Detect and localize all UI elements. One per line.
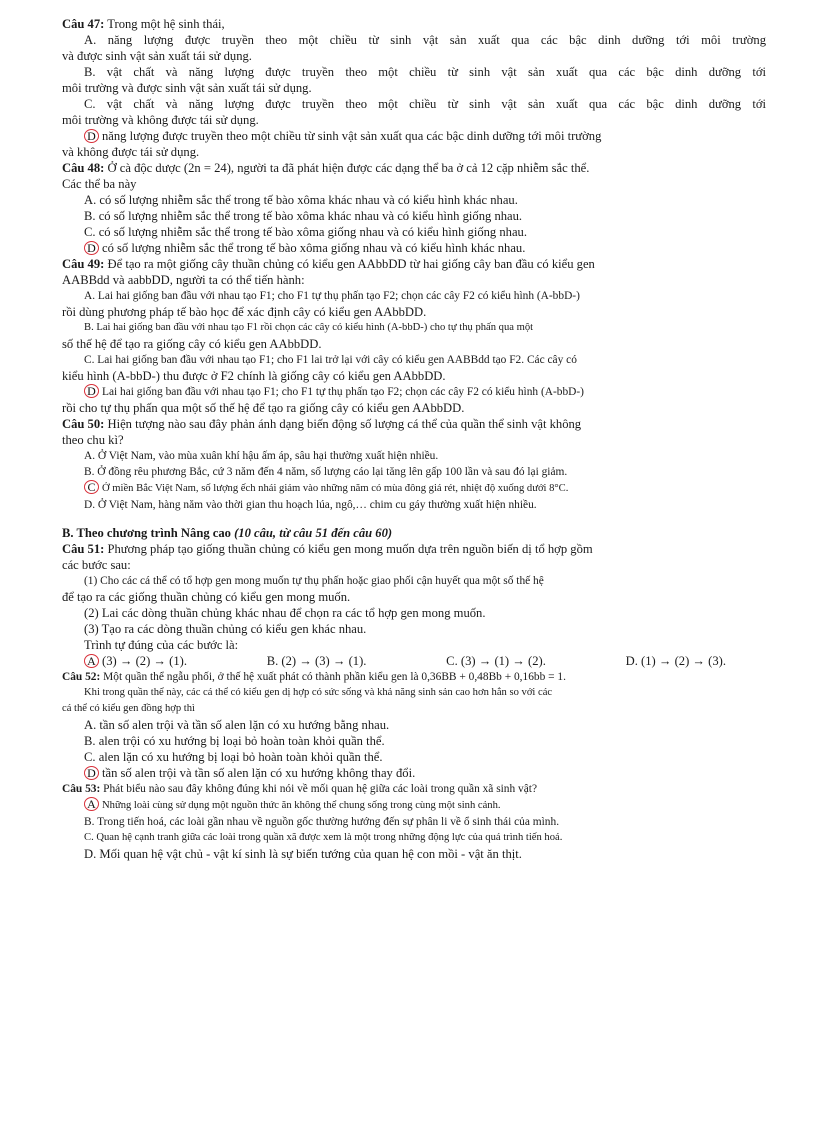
question-stem: Phát biểu nào sau đây không đúng khi nói về mối quan hệ giữa các loài trong quần xã sinh vật? [103, 783, 538, 795]
option-b: B. alen trội có xu hướng bị loại bỏ hoàn toàn khỏi quần thể. [84, 734, 385, 748]
question-51 [62, 541, 766, 669]
question-stem: Để tạo ra một giống cây thuần chủng có kiểu gen AAbbDD từ hai giống cây ban đầu có kiểu gen [107, 257, 595, 271]
option-c: C. Quan hệ cạnh tranh giữa các loài trong quần xã được xem là một trong những động lực của quá trình tiến hoá. [84, 832, 563, 843]
option-a-line2: rồi dùng phương pháp tế bào học để xác định cây có kiểu gen AAbbDD. [62, 305, 427, 319]
answer-circle-mark: C [84, 480, 99, 494]
question-stem: Ở cà độc dược (2n = 24), người ta đã phát hiện được các dạng thể ba ở cả 12 cặp nhiễm sắc thể. [107, 161, 590, 175]
question-47 [62, 16, 766, 160]
step-3: (3) Tạo ra các dòng thuần chủng có kiểu gen khác nhau. [84, 622, 367, 636]
question-number: Câu 48: [62, 161, 105, 175]
answer-circle-mark: A [84, 654, 99, 668]
option-c-line1: C. Lai hai giống ban đầu với nhau tạo F1; cho F1 lai trở lại với cây có kiểu gen AABBdd tạo F2. Các cây có [84, 354, 577, 366]
step-2: (2) Lai các dòng thuần chủng khác nhau để chọn ra các tổ hợp gen mong muốn. [84, 606, 486, 620]
question-stem: Một quần thể ngẫu phối, ở thế hệ xuất phát có thành phần kiểu gen là 0,36BB + 0,48Bb + 0,16bb = 1. [103, 671, 566, 683]
question-number: Câu 47: [62, 17, 105, 31]
question-49 [62, 256, 766, 416]
question-number: Câu 50: [62, 417, 105, 431]
option-d: D tần số alen trội và tần số alen lặn có xu hướng không thay đổi. [62, 765, 766, 781]
option-b: B. (2) → (3) → (1). [266, 654, 367, 668]
option-d: D có số lượng nhiễm sắc thể trong tế bào xôma giống nhau và có kiểu hình khác nhau. [62, 240, 766, 256]
question-stem-line2: AABBdd và aabbDD, người ta có thể tiến hành: [62, 273, 305, 287]
answer-circle-mark: D [84, 384, 99, 398]
step-1-line1: (1) Cho các cá thể có tổ hợp gen mong muốn tự thụ phấn hoặc giao phối cận huyết qua một số thế hệ [84, 575, 544, 587]
question-50 [62, 416, 766, 513]
option-b-line1: B. vật chất và năng lượng được truyền theo một chiều từ sinh vật sản xuất qua các bậc dinh dưỡng tới [84, 65, 766, 79]
question-stem: Hiện tượng nào sau đây phản ánh dạng biến động số lượng cá thể của quần thể sinh vật không [107, 417, 582, 431]
option-c: C Ở miền Bắc Việt Nam, số lượng ếch nhái giảm vào những năm có mùa đông giá rét, nhiệt độ xuống dưới 8°C. [62, 480, 766, 497]
question-stem-line2: Khi trong quần thể này, các cá thể có kiểu gen dị hợp có sức sống và khả năng sinh sản cao hơn hẳn so với các [84, 687, 553, 698]
option-a: A (3) → (2) → (1). [84, 653, 187, 669]
option-b: B. Trong tiến hoá, các loài gần nhau về nguồn gốc thường hướng đến sự phân li về ổ sinh thái của mình. [84, 816, 560, 828]
question-stem: Trong một hệ sinh thái, [107, 17, 225, 31]
answer-circle-mark: D [84, 241, 99, 255]
answer-circle-mark: A [84, 797, 99, 811]
question-52 [62, 669, 766, 781]
option-a: A. Ở Việt Nam, vào mùa xuân khí hậu ấm áp, sâu hại thường xuất hiện nhiều. [84, 450, 439, 462]
answer-circle-mark: D [84, 766, 99, 780]
option-c: C. có số lượng nhiễm sắc thể trong tế bào xôma giống nhau và có kiểu hình giống nhau. [84, 225, 527, 239]
option-b-line2: số thế hệ để tạo ra giống cây có kiểu gen AAbbDD. [62, 337, 322, 351]
option-c-line2: kiểu hình (A-bbD-) thu được ở F2 chính là giống cây có kiểu gen AAbbDD. [62, 369, 446, 383]
option-c: C. (3) → (1) → (2). [446, 654, 546, 668]
question-48 [62, 160, 766, 256]
question-number: Câu 49: [62, 257, 105, 271]
question-number: Câu 53: [62, 783, 101, 795]
option-c-line2: môi trường và không được tái sử dụng. [62, 113, 259, 127]
option-d: D. (1) → (2) → (3). [625, 654, 726, 668]
option-b: B. có số lượng nhiễm sắc thể trong tế bào xôma khác nhau và có kiểu hình giống nhau. [84, 209, 523, 223]
option-b-line2: môi trường và được sinh vật sản xuất tái sử dụng. [62, 81, 312, 95]
option-d-line1: D năng lượng được truyền theo một chiều từ sinh vật sản xuất qua các bậc dinh dưỡng tới môi trường [62, 128, 766, 144]
option-a: A. có số lượng nhiễm sắc thể trong tế bào xôma khác nhau và có kiểu hình khác nhau. [84, 193, 518, 207]
option-a-line1: A. năng lượng được truyền theo một chiều từ sinh vật sản xuất qua các bậc dinh dưỡng tới môi trường [84, 33, 766, 47]
option-a: A. tần số alen trội và tần số alen lặn có xu hướng bằng nhau. [84, 718, 390, 732]
options-row [62, 653, 766, 669]
option-a: A Những loài cùng sử dụng một nguồn thức ăn không thể chung sống trong cùng một sinh cảnh. [62, 797, 766, 814]
step-1-line2: để tạo ra các giống thuần chủng có kiểu gen mong muốn. [62, 590, 351, 604]
question-stem-line2: Các thể ba này [62, 177, 137, 191]
question-ask: Trình tự đúng của các bước là: [84, 638, 239, 652]
question-stem-line3: cá thể có kiểu gen đồng hợp thì [62, 703, 195, 714]
question-53 [62, 781, 766, 862]
option-c: C. alen lặn có xu hướng bị loại bỏ hoàn toàn khỏi quần thể. [84, 750, 383, 764]
question-stem-line2: các bước sau: [62, 558, 131, 572]
question-number: Câu 51: [62, 542, 105, 556]
question-stem-line2: theo chu kì? [62, 433, 124, 447]
option-d: D. Ở Việt Nam, hàng năm vào thời gian thu hoạch lúa, ngô,… chim cu gáy thường xuất hiện nhiều. [84, 499, 537, 511]
option-d-line1: D Lai hai giống ban đầu với nhau tạo F1; cho F1 tự thụ phấn tạo F2; chọn các cây F2 có kiểu hình (A-bbD-) [62, 384, 766, 400]
option-d-line2: rồi cho tự thụ phấn qua một số thế hệ để tạo ra giống cây có kiểu gen AAbbDD. [62, 401, 465, 415]
option-b: B. Ở đồng rêu phương Bắc, cứ 3 năm đến 4 năm, số lượng cáo lại tăng lên gấp 100 lần và sau đó lại giảm. [84, 466, 568, 478]
option-c-line1: C. vật chất và năng lượng được truyền theo một chiều từ sinh vật sản xuất qua các bậc dinh dưỡng tới [84, 97, 766, 111]
option-d-line2: và không được tái sử dụng. [62, 145, 200, 159]
option-a-line1: A. Lai hai giống ban đầu với nhau tạo F1; cho F1 tự thụ phấn tạo F2; chọn các cây F2 có kiểu hình (A-bbD-) [84, 290, 580, 302]
question-stem: Phương pháp tạo giống thuần chủng có kiểu gen mong muốn dựa trên nguồn biến dị tổ hợp gồm [107, 542, 593, 556]
option-b-line1: B. Lai hai giống ban đầu với nhau tạo F1 rồi chọn các cây có kiểu hình (A-bbD-) cho tự thụ phấn qua một [84, 322, 534, 333]
option-d: D. Mối quan hệ vật chủ - vật kí sinh là sự biến tướng của quan hệ con mồi - vật ăn thịt. [84, 847, 522, 861]
answer-circle-mark: D [84, 129, 99, 143]
option-a-line2: và được sinh vật sản xuất tái sử dụng. [62, 49, 252, 63]
section-heading: B. Theo chương trình Nâng cao (10 câu, từ câu 51 đến câu 60) [62, 526, 393, 540]
question-number: Câu 52: [62, 671, 101, 683]
